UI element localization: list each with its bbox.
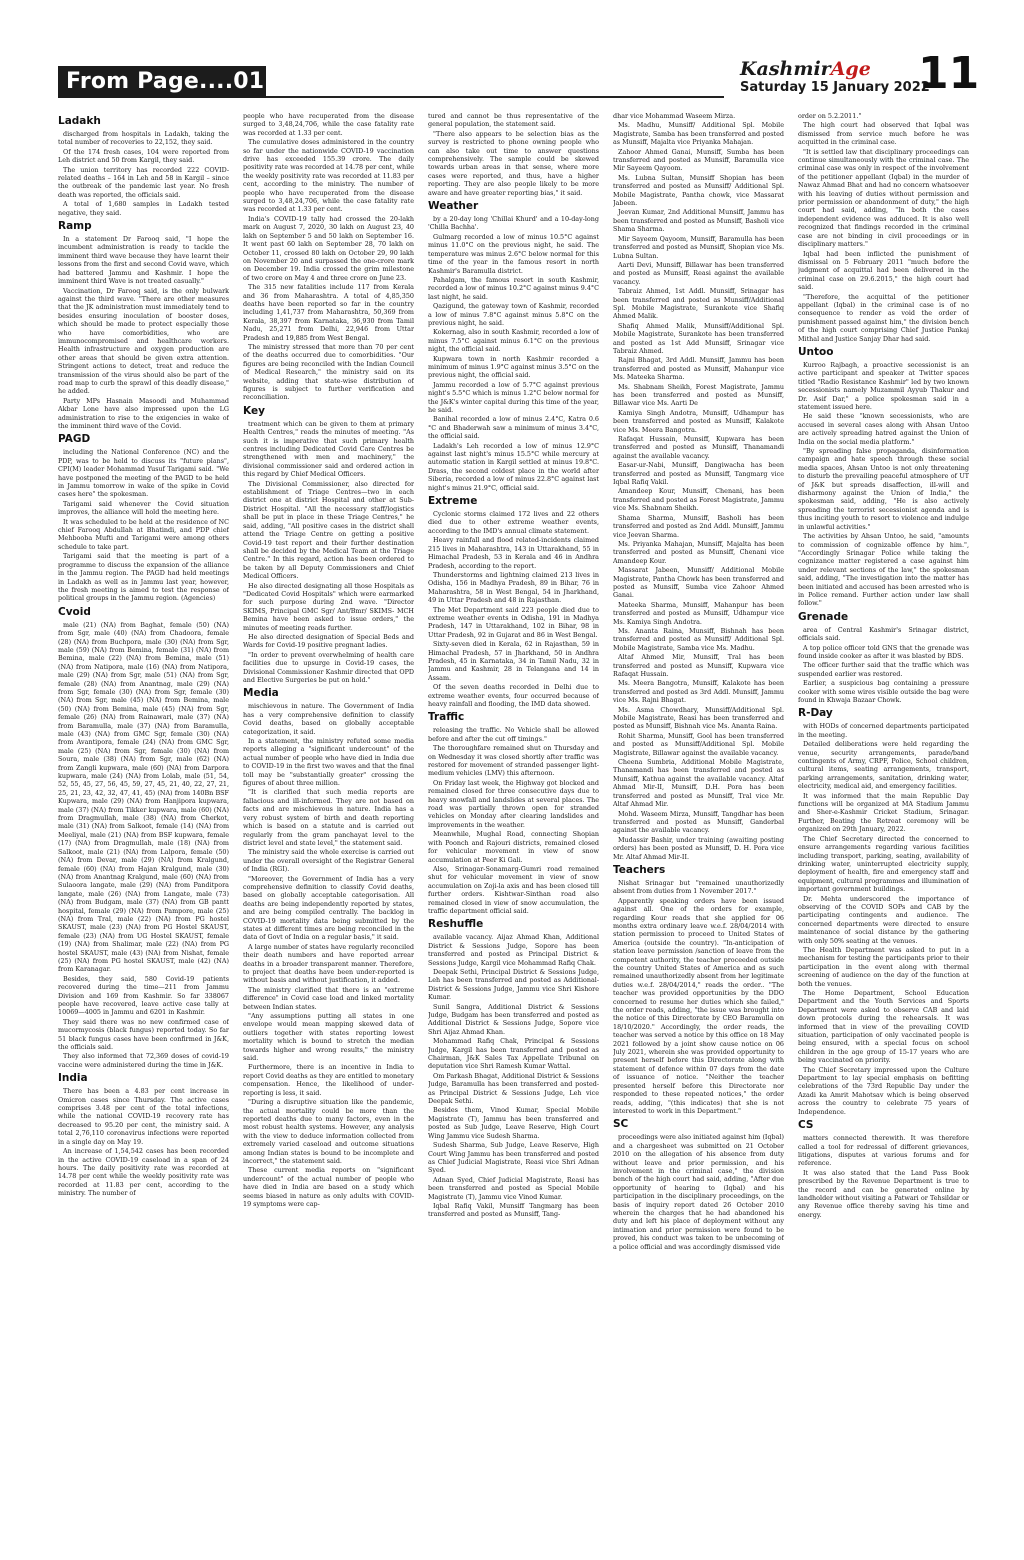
section-title: From Page....01	[66, 69, 265, 94]
article-paragraph: Sixty-seven died in Kerala, 62 in Rajasthan, 59 in Himachal Pradesh, 57 in Jharkhand, 50 in Andhra Pradesh, 45 in Karnataka, 34 in Tamil Nadu, 32 in Jammu and Kashmir, 28 in Telangana and 14 in Assam.	[428, 640, 599, 682]
article-columns	[58, 112, 972, 1552]
column-2	[243, 112, 414, 1552]
article-paragraph: Aarti Devi, Munsiff, Billawar has been transferred and posted as Munsiff, Reasi against the available vacancy.	[613, 260, 784, 286]
article-paragraph: "It is settled law that disciplinary proceedings can continue simultaneously with the criminal case. The criminal case was only in respect of the involvement of the petitioner appellant (Iqbal) in the murder of Nawaz Ahmad Bhat and had no concern whatsoever with his leaving of duties without permission and prior permission or abandonment of duty," the high court had said, adding, "In both the cases independent evidence was adduced. It is also well recognized that findings recorded in the criminal case are not binding in civil proceedings or in disciplinary matters."	[798, 147, 969, 249]
section-banner	[58, 66, 266, 98]
article-paragraph: On Friday last week, the Highway got blocked and remained closed for three consecutive days due to heavy snowfall and landslides at several places. The road was partially thrown open for stranded vehicles on Monday after clearing landslides and improvements in the weather.	[428, 778, 599, 829]
article-paragraph: The activities by Ahsan Untoo, he said, "amounts to commission of cognizable offence by him.", "Accordingly Srinagar Police while taking the cognizance matter registered a case against him under relevant sections of the law," the spokesman said, adding, "The investigation into the matter has been initiated and accused has been arrested who is in Police remand. Further action under law shall follow."	[798, 532, 969, 608]
article-paragraph: Rafaqat Hussain, Munsiff, Kupwara has been transferred and posted as Munsiff, Thanamandi against the available vacancy.	[613, 435, 784, 460]
article-heading: PAGD	[58, 433, 91, 446]
article-paragraph: It was scheduled to be held at the residence of NC chief Farooq Abdullah at Bhatindi, and PDP chief Mehbooba Mufti and Tarigami were among others schedule to take part.	[58, 517, 229, 551]
article-paragraph: mischievous in nature. The Government of India has a very comprehensive definition to classify Covid deaths, based on globally acceptable categorization, it said.	[243, 702, 414, 736]
article-heading: Ladakh	[58, 115, 101, 127]
article-paragraph: Rohit Sharma, Munsiff, Gool has been transferred and posted as Munsiff/Additional Spl. Mobile Magistrate, Billawar against the available vacancy.	[613, 731, 784, 757]
article-paragraph: "By spreading false propaganda, disinformation campaign and hate speech through these social media spaces, Ahsan Untoo is not only threatening to disturb the prevailing peaceful atmosphere of UT of J&K but spreads disaffection, ill-will and disharmony against the Union of India," the spokesman said, adding, "He is also actively spreading the terrorist secessionist agenda and is thus inciting youth to resort to violence and indulge in unlawful activities."	[798, 447, 969, 531]
article-paragraph: Earlier, a suspicious bag containing a pressure cooker with some wires visible outside the bag were found in Khwaja Bazaar Chowk.	[798, 679, 969, 704]
article-paragraph: "There also appears to be selection bias as the survey is restricted to phone owning people who can also take out time to answer questions comprehensively. The sample could be skewed towards urban areas in that sense, where more cases were reported, and thus, have a higher reporting. They are also people likely to be more aware and have greater reporting bias," it said.	[428, 129, 599, 197]
article-paragraph: "Therefore, the acquittal of the petitioner appellant (Iqbal) in the criminal case is of no consequence to render as void the order of punishment passed against him," the division bench of the high court comprising Chief Justice Pankaj Mithal and Justice Sanjay Dhar had said.	[798, 292, 969, 343]
article-paragraph: The cumulative doses administered in the country so far under the nationwide COVID-19 vaccination drive has exceeded 155.39 crore. The daily positivity rate was recorded at 14.78 per cent, while the weekly positivity rate was recorded at 11.83 per cent, according to the ministry. The number of people who have recuperated from the disease surged to 3,48,24,706, while the case fatality rate was recorded at 1.33 per cent.	[243, 138, 414, 214]
column-4	[613, 112, 784, 1552]
page-number: 11	[918, 48, 980, 99]
article-paragraph: Ms. Lubna Sultan, Munsiff Shopian has been transferred and posted as Munsiff/ Additional Spl. Mobile Magistrate, Pantha chowk, vice Massarat Jabeen.	[613, 173, 784, 208]
article-paragraph: treatment which can be given to them at primary Health Centres," reads the minutes of meeting. "As such it is imperative that such primary health centres including Dedicated Covid Care Centres be strengthened with men and machinery," the divisional commissioner said and ordered action in this regard by Chief Medical Officers.	[243, 419, 414, 479]
article-paragraph: It was informed that the main Republic Day functions will be organized at MA Stadium Jammu and Sher-e-Kashmir Cricket Stadium, Srinagar. Further, Beating the Retreat ceremony will be organized on 29th January, 2022.	[798, 791, 969, 834]
article-paragraph: Vaccination, Dr Farooq said, is the only bulwark against the third wave. "There are other measures that the JK administration must immediately tend to besides ensuring inoculation of booster doses, which should be made to protect especially those who have comorbidities, who are immunocompromised and healthcare workers. Health infrastructure and oxygen production are other areas that should be given extra attention. Stringent actions to detect, treat and reduce the transmission of the virus should also be part of the road map to curb the sprawl of this deadly disease," he added.	[58, 286, 229, 396]
article-paragraph: releasing the traffic. No Vehicle shall be allowed before and after the cut off timings."	[428, 726, 599, 743]
article-paragraph: Cheena Sumbria, Additional Mobile Magistrate, Thanamandi has been transferred and posted as Munsiff, Kathua against the available vacancy. Altaf Ahmad Mir-II, Munsiff, D.H. Pora has been transferred and posted as Munsiff, Tral vice Mr. Altaf Ahmad Mir.	[613, 758, 784, 809]
article-paragraph: The ministry stressed that more than 70 per cent of the deaths occurred due to comorbidities. "Our figures are being reconciled with the Indian Council of Medical Research," the ministry said on its website, adding that state-wise distribution of figures is subject to further verification and reconciliation.	[243, 342, 414, 402]
article-paragraph: Altaf Ahmed Mir, Munsiff, Tral has been transferred and posted as Munsiff, Kupwara vice Rafaqat Hussain.	[613, 653, 784, 678]
article-paragraph: Mateeka Sharma, Munsiff, Mahanpur has been transferred and posted as Munsiff, Udhampur vice Ms. Kamiya Singh Andotra.	[613, 600, 784, 626]
article-paragraph: Deepak Sethi, Principal District & Sessions Judge, Leh has been transferred and posted as Additional- District & Sessions Judge, Jammu vice Shri Kishore Kumar.	[428, 967, 599, 1002]
article-paragraph: "During a disruptive situation like the pandemic, the actual mortality could be more than the reported deaths due to many factors, even in the most robust health systems. However, any analysis with the view to deduce information collected from extremely varied caseload and outcome situations among Indian states is bound to be incomplete and incorrect," the statement said.	[243, 1098, 414, 1165]
article-heading: Traffic	[428, 711, 465, 724]
article-paragraph: The Health Department was asked to put in a mechanism for testing the participants prior to their participation in the event along with thermal screening of audience on the day of the function at both the venues.	[798, 945, 969, 988]
article-paragraph: Dr. Mehta underscored the importance of observing of the COVID SOPs and CAB by the participating contingents and audience. The concerned departments were directed to ensure maintenance of social distance by the gathering with only 50% seating at the venues.	[798, 894, 969, 945]
column-1	[58, 112, 229, 1552]
article-heading: R-Day	[798, 707, 833, 720]
article-paragraph: Sudesh Sharma, Sub Judge, Leave Reserve, High Court Wing Jammu has been transferred and posted as Chief Judicial Magistrate, Reasi vice Shri Adnan Syed.	[428, 1141, 599, 1175]
article-paragraph: It was also stated that the Land Pass Book prescribed by the Revenue Department is true to the record and can be generated online by landholder without visiting a Patwari or Tehsildar or any Revenue office thereby saving his time and energy.	[798, 1168, 969, 1219]
column-5	[798, 112, 969, 1552]
article-paragraph: Kupwara town in north Kashmir recorded a minimum of minus 1.9°C against minus 3.5°C on the previous night, the official said.	[428, 354, 599, 380]
article-paragraph: A large number of states have regularly reconciled their death numbers and have reported arrear deaths in a broader transparent manner. Therefore, to project that deaths have been under-reported is without basis and without justification, it added.	[243, 942, 414, 985]
article-paragraph: He said these "known secessionists, who are accused in several cases along with Ahsan Untoo are actively spreading hatred against the Union of India on the social media platform."	[798, 412, 969, 446]
article-paragraph: There has been a 4.83 per cent increase in Omicron cases since Thursday. The active cases comprises 3.48 per cent of the total infections, while the national COVID-19 recovery rate has decreased to 95.20 per cent, the ministry said. A total 2,76,110 coronavirus infections were reported in a single day on May 19.	[58, 1087, 229, 1146]
article-paragraph: Jeevan Kumar, 2nd Additional Munsiff, Jammu has been transferred and posted as Munsiff, Basholi vice Shama Sharma.	[613, 208, 784, 234]
article-paragraph: Ms. Shabnam Sheikh, Forest Magistrate, Jammu has been transferred and posted as Munsiff, Billawar vice Ms. Aarti De	[613, 382, 784, 408]
article-paragraph: dhar vice Mohammad Waseem Mirza.	[613, 112, 736, 120]
article-paragraph: The Met Department said 223 people died due to extreme weather events in Odisha, 191 in Madhya Pradesh, 147 in Uttarakhand, 102 in Bihar, 98 in Uttar Pradesh, 92 in Gujarat and 86 in West Bengal.	[428, 605, 599, 639]
article-paragraph: Ms. Meera Bangotra, Munsiff, Kalakote has been transferred and posted as 3rd Addl. Munsiff, Jammu vice Ms. Rajni Bhagat.	[613, 679, 784, 705]
article-paragraph: An increase of 1,54,542 cases has been recorded in the active COVID-19 caseload in a span of 24 hours. The daily positivity rate was recorded at 14.78 per cent while the weekly positivity rate was recorded at 11.83 per cent, according to the ministry. The number of	[58, 1147, 229, 1198]
article-heading: Untoo	[798, 345, 834, 358]
article-paragraph: In a statement, the ministry refuted some media reports alleging a "significant undercount" of the actual number of people who have died in India due to COVID-19 in the first two waves and that the final toll may be "substantially greater" crossing the figures of about three million.	[243, 737, 414, 788]
article-heading: Weather	[428, 200, 479, 213]
article-paragraph: Furthermore, there is an incentive in India to report Covid deaths as they are entitled to monetary compensation. Hence, the likelihood of under-reporting is less, it said.	[243, 1063, 414, 1097]
article-paragraph: He also directed designation of Special Beds and Wards for Covid-19 positive pregnant ladies.	[243, 632, 414, 650]
article-paragraph: Apparently speaking orders have been issued against all. One of the orders for example, regarding Kour reads that she applied for 06 months extra ordinary leave w.e.f. 28/04/2014 with station permission to proceed to United States of America (outside the country). "In-anticipation of station leave permission /sanction of leave from the competent authority, the teacher proceeded outside the country United States of America and as such remained unauthorizedly absent from her legitimate duties w.e.f. 28/04/2014," reads the order.. "The teacher was provided opportunities by the DDO concerned to resume her duties which she failed," the order reads, adding, "the issue was brought into the notice of this Directorate by CEO Baramulla on 18/10/2020." Accordingly, the order reads, the teacher was served a notice by this office on 18 May 2021 followed by a joint show cause notice on 06 July 2021, wherein she was provided opportunity to present herself before this Directorate along with statement of defence within 07 days from the date of issuance of notice. "Neither the teacher presented herself before this Directorate nor responded to these repeated notices," the order reads, adding, "(this indicates) that she is not interested to work in this Department."	[613, 896, 784, 1115]
article-paragraph: Ms. Ananta Raina, Munsiff, Bishnah has been transferred and posted as Munsiff/ Additional Spl. Mobile Magistrate, Samba vice Ms. Madhu.	[613, 626, 784, 652]
article-paragraph: Tabraiz Ahmed, 1st Addl. Munsiff, Srinagar has been transferred and posted as Munsiff/Additional Spl. Mobile Magistrate, Surankote vice Shafiq Ahmed Malik.	[613, 287, 784, 321]
article-paragraph: with HODs of concerned departments participated in the meeting.	[798, 722, 969, 739]
article-heading: Ramp	[58, 220, 92, 233]
article-paragraph: Besides them, Vinod Kumar, Special Mobile Magistrate (T), Jammu has been transferred and posted as Sub Judge, Leave Reserve, High Court Wing Jammu vice Sudesh Sharma.	[428, 1106, 599, 1140]
article-paragraph: The officer further said that the traffic which was suspended earlier was restored.	[798, 661, 969, 678]
article-paragraph: In a statement Dr Farooq said, "I hope the incumbent administration is ready to tackle the imminent third wave because they have learnt their lessons from the first and second Covid wave, which had battered Jammu and Kashmir. I hope the imminent third Wave is not treated casually."	[58, 235, 229, 286]
article-paragraph: India's COVID-19 tally had crossed the 20-lakh mark on August 7, 2020, 30 lakh on August 23, 40 lakh on September 5 and 50 lakh on September 16. It went past 60 lakh on September 28, 70 lakh on October 11, crossed 80 lakh on October 29, 90 lakh on November 20 and surpassed the one-crore mark on December 19. India crossed the grim milestone of two crore on May 4 and three crore on June 23.	[243, 214, 414, 282]
article-paragraph: "It is clarified that such media reports are fallacious and ill-informed. They are not based on facts and are mischievous in nature. India has a very robust system of birth and death reporting which is based on a statute and is carried out regularly from the gram panchayat level to the district level and state level," the statement said.	[243, 788, 414, 847]
article-paragraph: proceedings were also initiated against him (Iqbal) and a chargesheet was submitted on 21 October 2010 on the allegation of his absence from duty without leave and prior permission, and his involvement in the criminal case," the division bench of the high court had said, adding, "After due opportunity of hearing to (Iqbal) and his participation in the disciplinary proceedings, on the basis of inquiry report dated 26 October 2010 wherein the charges that he had abandoned his duty and left his place of deployment without any intimation and prior permission were found to be proved, his conduct was taken to be unbecoming of a police official and was accordingly dismissed vide	[613, 1133, 784, 1251]
article-paragraph: Tarigami said that the meeting is part of a programme to discuss the expansion of the alliance in the Jammu region. The PAGD had held meetings in Ladakh as well as in Jammu last year, however, the fresh meeting is aimed to test the response of political groups in the Jammu region. (Agencies)	[58, 552, 229, 603]
article-paragraph: Rajni Bhagat, 3rd Addl. Munsiff, Jammu has been transferred and posted as Munsiff, Mahanpur vice Ms. Mateeka Sharma.	[613, 356, 784, 382]
article-paragraph: "In order to prevent overwhelming of health care facilities due to upsurge in Covid-19 cases, the Divisional Commissioner Kashmir directed that OPD and Elective Surgeries be put on hold."	[243, 650, 414, 684]
article-paragraph: Banihal recorded a low of minus 2.4°C, Katra 0.6 °C and Bhaderwah saw a minimum of minus 3.4°C, the official said.	[428, 415, 599, 441]
article-paragraph: Ladakh's Leh recorded a low of minus 12.9°C against last night's minus 15.5°C while mercury at automatic station in Kargil settled at minus 19.8°C. Drass, the second coldest place in the world after Siberia, recorded a low of minus 22.8°C against last night's minus 21.9°C, official said.	[428, 441, 599, 492]
article-paragraph: Of the seven deaths recorded in Delhi due to extreme weather events, four occurred because of heavy rainfall and flooding, the IMD data showed.	[428, 683, 599, 708]
article-paragraph: They also informed that 72,369 doses of covid-19 vaccine were administered during the time in J&K.	[58, 1052, 229, 1069]
article-paragraph: They said there was no new confirmed case of mucormycosis (black fungus) reported today. So far 51 black fungus cases have been confirmed in J&K, the officials said.	[58, 1017, 229, 1052]
article-paragraph: discharged from hospitals in Ladakh, taking the total number of recoveries to 22,152, they said.	[58, 130, 229, 147]
article-paragraph: Thunderstorms and lightning claimed 213 lives in Odisha, 156 in Madhya Pradesh, 89 in Bihar, 76 in Maharashtra, 58 in West Bengal, 54 in Jharkhand, 49 in Uttar Pradesh and 48 in Rajasthan.	[428, 570, 599, 605]
article-paragraph: by a 20-day long 'Chillai Khurd' and a 10-day-long 'Chilla Bachha'.	[428, 215, 599, 232]
article-paragraph: Pahalgam, the famous resort in south Kashmir, recorded a low of minus 10.2°C against minus 9.4°C last night, he said.	[428, 275, 599, 301]
article-paragraph: people who have recuperated from the disease surged to 3,48,24,706, while the case fatality rate was recorded at 1.33 per cent.	[243, 112, 414, 137]
article-paragraph: Mir Sayeem Qayoom, Munsiff, Baramulla has been transferred and posted as Munsiff, Shopian vice Ms. Lubna Sultan.	[613, 234, 784, 260]
article-paragraph: The high court had observed that Iqbal was dismissed from service much before he was acquitted in the criminal case.	[798, 121, 969, 147]
issue-date: Saturday 15 January 2022	[740, 80, 930, 95]
article-paragraph: Zahoor Ahmed Ganai, Munsiff, Sumba has been transferred and posted as Munsiff, Baramulla vice Mir Sayeem Qayoom.	[613, 147, 784, 173]
article-paragraph: Qazigund, the gateway town of Kashmir, recorded a low of minus 7.8°C against minus 5.8°C on the previous night, he said.	[428, 302, 599, 327]
article-paragraph: These current media reports on "significant undercount" of the actual number of people who have died in India are based on a study which seems biased in nature as only adults with COVID-19 symptoms were cap-	[243, 1166, 414, 1208]
article-paragraph: The ministry clarified that there is an "extreme difference" in Covid case load and linked mortality between Indian states.	[243, 985, 414, 1011]
article-paragraph: The Home Department, School Education Department and the Youth Services and Sports Department were asked to observe CAB and laid down protocols during the rehearsals. It was informed that in view of the prevailing COVID situation, participation of only vaccinated people is being ensured, with a special focus on school children in the age group of 15-17 years who are being vaccinated on priority.	[798, 989, 969, 1065]
article-paragraph: Gulmarg recorded a low of minus 10.5°C against minus 11.0°C on the previous night, he said. The temperature was minus 2.6°C below normal for this time of the year in the famous resort in north Kashmir's Baramulla district.	[428, 232, 599, 275]
article-paragraph: Easar-ur-Nabi, Munsiff, Dangiwacha has been transferred and posted as Munsiff, Tangmarg vice Iqbal Rafiq Vakil.	[613, 461, 784, 487]
article-paragraph: The Chief Secretary impressed upon the Culture Department to lay special emphasis on befitting celebrations of the 73rd Republic Day under the Azadi ka Amrit Mahotsav which is being observed across the country to celebrate 75 years of Independence.	[798, 1065, 969, 1116]
article-paragraph: order on 5.2.2011."	[798, 112, 862, 120]
article-paragraph: Massarat Jabeen, Munsiff/ Additional Mobile Magistrate, Pantha Chowk has been transferred and posted as Munsiff, Sumba vice Zahoor Ahmed Ganai.	[613, 566, 784, 600]
article-paragraph: Detailed deliberations were held regarding the venue, security arrangements, parade/band contingents of Army, CRPF, Police, School children, cultural items, seating arrangements, transport, parking arrangements, sanitation, drinking water, electricity, medical aid, and emergency facilities.	[798, 740, 969, 791]
logo-prefix: Kashmir	[740, 58, 831, 80]
article-paragraph: Iqbal Rafiq Vakil, Munsiff Tangmarg has been transferred and posted as Munsiff, Tang-	[428, 1201, 599, 1219]
article-paragraph: Ms. Madhu, Munsiff/ Additional Spl. Mobile Magistrate, Samba has been transferred and posted as Munsiff, Majalta vice Priyanka Mahajan.	[613, 121, 784, 147]
article-paragraph: Heavy rainfall and flood related-incidents claimed 215 lives in Maharashtra, 143 in Uttarakhand, 55 in Himachal Pradesh, 53 in Kerala and 46 in Andhra Pradesh, according to the report.	[428, 536, 599, 570]
article-paragraph: Kamiya Singh Andotra, Munsiff, Udhampur has been transferred and posted as Munsiff, Kalakote vice Ms. Meera Bangotra.	[613, 408, 784, 434]
article-paragraph: area of Central Kashmir's Srinagar district, officials said.	[798, 625, 969, 643]
article-paragraph: Jammu recorded a low of 5.7°C against previous night's 5.5°C which is minus 1.2°C below normal for the J&K's winter capital during this time of the year, he said.	[428, 380, 599, 414]
article-paragraph: available vacancy. Aijaz Ahmad Khan, Additional District & Sessions Judge, Sopore has been transferred and posted as Principal District & Sessions Judge, Kargil vice Mohammad Rafiq Chak.	[428, 933, 599, 967]
article-paragraph: He also directed designating all those Hospitals as "Dedicated Covid Hospitals" which were earmarked for such purpose during 2nd wave. "Director SKIMS, Principal GMC Sgr/ Ant/Bmr/ SKIMS- MCH Bemina have been asked to issue orders," the minutes of meeting reads further.	[243, 581, 414, 632]
article-paragraph: "Moreover, the Government of India has a very comprehensive definition to classify Covid deaths, based on globally acceptable categorisation. All deaths are being independently reported by states, and are being compiled centrally. The backlog in COVID-19 mortality data being submitted by the states at different times are being reconciled in the data of Govt of India on a regular basis," it said.	[243, 874, 414, 942]
article-paragraph: A total of 1,680 samples in Ladakh tested negative, they said.	[58, 200, 229, 217]
article-heading: Teachers	[613, 863, 666, 876]
article-heading: Cvoid	[58, 605, 91, 618]
column-3	[428, 112, 599, 1552]
article-paragraph: Sunil Sangra, Additional District & Sessions Judge, Budgam has been transferred and posted as Additional District & Sessions Judge, Sopore vice Shri Aijaz Ahmad Khan.	[428, 1002, 599, 1036]
article-paragraph: Party MPs Hasnain Masoodi and Muhammad Akbar Lone have also impressed upon the LG administration to rise to the exigencies in wake of the imminent third wave of the Covid.	[58, 396, 229, 430]
article-paragraph: Shama Sharma, Munsiff, Basholi has been transferred and posted as 2nd Addl. Munsiff, Jammu vice Jeevan Sharma.	[613, 513, 784, 539]
newspaper-logo	[740, 58, 900, 80]
article-paragraph: Kurroo Rajbagh, a proactive secessionist is an active participant and speaker at Twitter spaces titled "Radio Resistance Kashmir" led by two known secessionists namely Muzammil Ayyub Thakur and Dr. Asif Dar," a police spokesman said in a statement issued here.	[798, 360, 969, 411]
masthead-rule	[266, 96, 724, 98]
article-heading: Extreme	[428, 495, 478, 508]
article-paragraph: Ms. Priyanka Mahajan, Munsiff, Majalta has been transferred and posted as Munsiff, Chenani vice Amandeep Kour.	[613, 539, 784, 565]
article-heading: India	[58, 1072, 88, 1085]
article-paragraph: Meanwhile, Mughal Road, connecting Shopian with Poonch and Rajouri districts, remained closed for vehicular movement in view of snow accumulation at Peer Ki Gali.	[428, 830, 599, 864]
article-paragraph: A top police officer told GNS that the grenade was found inside cooker as after it was blasted by BDS.	[798, 643, 969, 660]
article-paragraph: The Divisional Commissioner, also directed for establishment of Triage Centres—two in each district one at district Hospital and other at Sub-District Hospital. "All the necessary staff/logistics shall be put in place in these Triage Centres," he said, adding, "All positive cases in the district shall attend the Triage Centre on getting a positive Covid-19 test report and their further destination shall be decided by the Medical Team at the Triage Centre." In this regard, action has been ordered to be taken by all Deputy Commissioners and Chief Medical Officers.	[243, 479, 414, 581]
article-paragraph: Also, Srinagar-Sonamarg-Gumri road remained shut for vehicular movement in view of snow accumulation on Zoji-la axis and has been closed till further orders. Kishtwar-Sinthan road also remained closed in view of snow accumulation, the traffic department official said.	[428, 864, 599, 915]
article-heading: SC	[613, 1118, 629, 1131]
article-paragraph: tured and cannot be thus representative of the general population, the statement said.	[428, 112, 599, 129]
article-paragraph: Shafiq Ahmed Malik, Munsiff/Additional Spl. Mobile Magistrate, Surankote has been transferred and posted as 1st Add Munsiff, Srinagar vice Tabraiz Ahmed.	[613, 321, 784, 355]
article-paragraph: Mohd. Waseem Mirza, Munsiff, Tangdhar has been transferred and posted as Munsiff, Ganderbal against the available vacancy.	[613, 809, 784, 835]
page-header	[0, 0, 1024, 118]
article-paragraph: Cyclonic storms claimed 172 lives and 22 others died due to other extreme weather events, according to the IMD's annual climate statement.	[428, 510, 599, 535]
article-paragraph: "Any assumptions putting all states in one envelope would mean mapping skewed data of outliers together with states reporting lowest mortality which is bound to stretch the median towards higher and wrong results," the ministry said.	[243, 1012, 414, 1063]
article-paragraph: male (21) (NA) from Baghat, female (50) (NA) from Sgr, male (40) (NA) from Chadoora, female (28) (NA) from Buchpora, male (30) (NA) from Sgr, male (59) (NA) from Bemina, female (31) (NA) from Bemina, male (22) (NA) from Bemina, male (51) (NA) from Natipora, male (16) (NA) from Natipora, male (29) (NA) from Sgr, male (51) (NA) from Sgr, female (28) (NA) from Anantnag, male (29) (NA) from Sgr, female (30) (NA) from Sgr, female (30) (NA) from Sgr, male (45) (NA) from Bemina, male (50) (NA) from Bemina, male (45) (NA) from Sgr, female (26) (NA) from Rainawari, male (37) (NA) from Baramulla, male (37) (NA) from Baramulla, male (43) (NA) from GMC Sgr, female (30) (NA) from Avantipora, female (24) (NA) from GMC Sgr, male (25) (NA) from Sgr, female (30) (NA) from Soura, male (38) (NA) from Sgr, male (62) (NA) from Zangli kupwara, male (60) (NA) from Darpora kupwara, male (24) (NA) from Lolab, male (51, 54, 52, 55, 45, 27, 56, 45, 59, 27, 45, 21, 40, 22, 27, 21, 25, 21, 23, 42, 32, 47, 41, 45) (NA) from 140Bn BSF Kupwara, male (29) (NA) from Hanjipora kupwara, male (37) (NA) from Tikker kupwara, male (60) (NA) from Dragmullah, male (38) (NA) from Cherkot, male (31) (NA) from Salkoot, female (14) (NA) from Meeliyal, male (21) (NA) from BSF kupwara, female (17) (NA) from Dragmullah, male (18) (NA) from Salkoot, male (21) (NA) from Lalpora, female (50) (NA) from Devar, male (29) (NA) from Kralgund, female (60) (NA) from Hajan Kralgund, male (30) (NA) from Anantnag Kralgund, male (60) (NA) from Sulaoora langate, male (29) (NA) from Panditpora langate, male (26) (NA) from Langate, male (73) (NA) from Budgam, male (37) (NA) from GB pantt hospital, female (29) (NA) from Pampore, male (25) (NA) from Tral, male (22) (NA) from PG hostel SKAUST, male (23) (NA) from PG Hostel SKAUST, female (23) (NA) from UG Hostel SKAUST, female (19) (NA) from Shalimar, male (22) (NA) from PG hostel SKAUST, male (43) (NA) from Nishat, female (25) (NA) from PG hostel SKAUST, male (42) (NA) from Karanagar.	[58, 620, 229, 974]
article-paragraph: Ms. Asma Chowdhary, Munsiff/Additional Spl. Mobile Magistrate, Reasi has been transferred and posted as Munsiff, Bishnah vice Ms. Ananta Raina.	[613, 705, 784, 731]
article-paragraph: The Chief Secretary directed the concerned to ensure arrangements regarding various facilities including transport, parking, seating, availability of drinking water, uninterrupted electricity supply, deployment of health, fire and emergency staff and equipment, cultural programmes and illumination of important government buildings.	[798, 834, 969, 894]
article-heading: Grenade	[798, 610, 849, 623]
article-paragraph: Mohammad Rafiq Chak, Principal & Sessions Judge, Kargil has been transferred and posted as Chairman, J&K Sales Tax Appellate Tribunal on deputation vice Shri Ramesh Kumar Wattal.	[428, 1037, 599, 1071]
article-paragraph: Tarigami said whenever the Covid situation improves, the alliance will hold the meeting here.	[58, 499, 229, 517]
article-heading: Reshuffle	[428, 918, 484, 931]
article-paragraph: The 315 new fatalities include 117 from Kerala and 36 from Maharashtra. A total of 4,85,350 deaths have been reported so far in the country including 1,41,737 from Maharashtra, 50,369 from Kerala, 38,397 from Karnataka, 36,930 from Tamil Nadu, 25,271 from Delhi, 22,946 from Uttar Pradesh and 19,885 from West Bengal.	[243, 283, 414, 342]
article-paragraph: The ministry said the whole exercise is carried out under the overall oversight of the Registrar General of India (RGI).	[243, 848, 414, 874]
article-paragraph: Kokernag, also in south Kashmir, recorded a low of minus 7.5°C against minus 6.1°C on the previous night, the official said.	[428, 328, 599, 354]
article-paragraph: Besides, they said, 580 Covid-19 patients recovered during the time—211 from Jammu Division and 169 from Kashmir. So far 338067 people have recovered, leave active case tally at 10069—4005 in Jammu and 6201 in Kashmir.	[58, 974, 229, 1017]
article-paragraph: The thoroughfare remained shut on Thursday and on Wednesday it was closed shortly after traffic was restored for movement of stranded passenger light-medium vehicles (LMV) this afternoon.	[428, 744, 599, 778]
article-paragraph: The union territory has recorded 222 COVID-related deaths – 164 in Leh and 58 in Kargil – since the outbreak of the pandemic last year. No fresh death was reported, the officials said.	[58, 165, 229, 199]
article-paragraph: Of the 174 fresh cases, 104 were reported from Leh district and 50 from Kargil, they said.	[58, 147, 229, 165]
logo-suffix: Age	[830, 58, 871, 80]
article-paragraph: Om Parkash Bhagat, Additional District & Sessions Judge, Baramulla has been transferred and posted- as Principal District & Sessions Judge, Leh vice Deepak Sethi.	[428, 1071, 599, 1106]
article-heading: Media	[243, 687, 279, 700]
article-heading: CS	[798, 1119, 814, 1132]
article-paragraph: Iqbal had been inflicted the punishment of dismissal on 5 February 2011 "much before the judgment of acquittal had been delivered in the criminal case on 29.6.2015," the high court had said.	[798, 249, 969, 292]
article-paragraph: Adnan Syed, Chief Judicial Magistrate, Reasi has been transferred and posted as Special Mobile Magistrate (T), Jammu vice Vinod Kumar.	[428, 1175, 599, 1201]
article-paragraph: Amandeep Kour, Munsiff, Chenani, has been transferred and posted as Forest Magistrate, Jammu vice Ms. Shabnam Sheikh.	[613, 487, 784, 513]
article-heading: Key	[243, 404, 265, 417]
article-paragraph: Nishat Srinagar but "remained unauthorizedly absent from duties from 1 November 2017."	[613, 878, 784, 896]
article-paragraph: including the National Conference (NC) and the PDP, was to be held to discuss its "future plans", CPI(M) leader Mohammad Yusuf Tarigami said. "We have postponed the meeting of the PAGD to be held in Jammu tomorrow in wake of the spike in Covid cases here" the spokesman.	[58, 448, 229, 499]
article-paragraph: matters connected therewith. It was therefore called a tool for redressal of different grievances, litigations, disputes at various forums and for reference.	[798, 1134, 969, 1168]
article-paragraph: Mudassir Bashir, under training (awaiting posting orders) has been posted as Munsiff, D. H. Pora vice Mr. Altaf Ahmad Mir-II.	[613, 835, 784, 861]
